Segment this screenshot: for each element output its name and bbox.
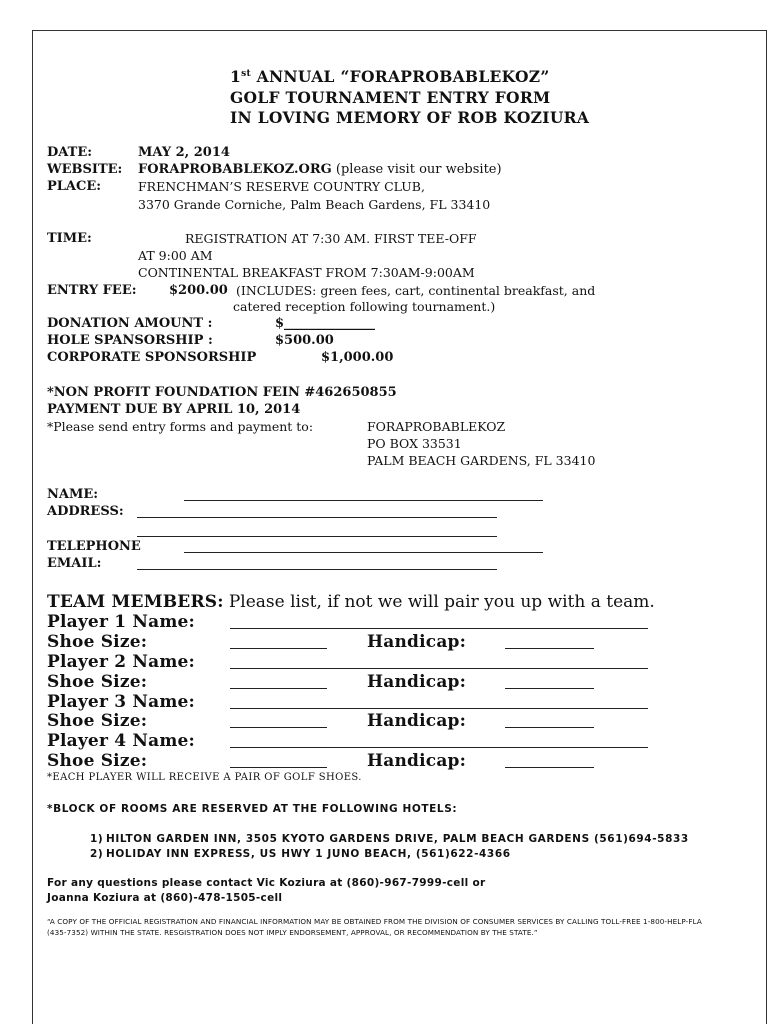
entry-fee-note-2: catered reception following tournament.) [233,299,496,314]
donation-value: $______________ [275,316,376,331]
time-line-2: AT 9:00 AM [138,248,213,263]
player-1-handicap-field[interactable] [505,634,594,649]
player-4-shoe-field[interactable] [230,753,327,768]
mail-address-line-2: PO BOX 33531 [367,436,462,451]
hotel-item-2: 2) HOLIDAY INN EXPRESS, US HWY 1 JUNO BEACH, (561)622-4366 [90,848,511,860]
website-link[interactable]: FORAPROBABLEKOZ.ORG [138,162,332,177]
player-2-handicap-field[interactable] [505,674,594,689]
mail-address-line-1: FORAPROBABLEKOZ [367,419,506,434]
player-4-handicap-label: Handicap: [367,751,467,771]
player-4-name-field[interactable] [230,733,648,748]
team-heading: TEAM MEMBERS: [47,592,224,612]
fein-line: *NON PROFIT FOUNDATION FEIN #462650855 [47,385,397,400]
player-1-handicap-label: Handicap: [367,632,467,652]
hotel-item-1: 1) HILTON GARDEN INN, 3505 KYOTO GARDENS DRIVE, PALM BEACH GARDENS (561)694-5833 [90,833,689,845]
date-label: DATE: [47,145,93,160]
player-3-name-label: Player 3 Name: [47,692,196,712]
player-4-name-label: Player 4 Name: [47,731,196,751]
entry-fee-note-1: (INCLUDES: green fees, cart, continental breakfast, and [236,283,596,298]
donation-label: DONATION AMOUNT : [47,316,213,331]
email-field[interactable] [137,555,497,570]
place-line-2: 3370 Grande Corniche, Palm Beach Gardens, FL 33410 [138,197,491,212]
player-3-handicap-label: Handicap: [367,711,467,731]
player-4-shoe-label: Shoe Size: [47,751,148,771]
questions-line-2: Joanna Koziura at (860)-478-1505-cell [47,892,283,904]
time-line-1: REGISTRATION AT 7:30 AM. FIRST TEE-OFF [185,231,477,246]
email-label: EMAIL: [47,556,102,571]
name-field[interactable] [184,486,543,501]
date-value: MAY 2, 2014 [138,145,230,160]
player-1-shoe-field[interactable] [230,634,327,649]
player-2-shoe-label: Shoe Size: [47,672,148,692]
player-3-shoe-label: Shoe Size: [47,711,148,731]
team-heading-line [47,592,655,612]
title-line-2: GOLF TOURNAMENT ENTRY FORM [230,88,551,107]
player-2-name-field[interactable] [230,654,648,669]
player-2-handicap-label: Handicap: [367,672,467,692]
name-label: NAME: [47,487,99,502]
corporate-sponsorship-label: CORPORATE SPONSORSHIP [47,350,257,365]
hole-sponsorship-label: HOLE SPANSORSHIP : [47,333,213,348]
place-label: PLACE: [47,179,102,194]
title-line-1: 1st ANNUAL “FORAPROBABLEKOZ” [230,67,550,86]
telephone-label: TELEPHONE [47,539,141,554]
player-3-shoe-field[interactable] [230,713,327,728]
payment-due: PAYMENT DUE BY APRIL 10, 2014 [47,402,301,417]
entry-fee-value: $200.00 [169,283,228,298]
title-line-3: IN LOVING MEMORY OF ROB KOZIURA [230,108,590,127]
entry-fee-label: ENTRY FEE: [47,283,137,298]
state-disclaimer: “A COPY OF THE OFFICIAL REGISTRATION AND FINANCIAL INFORMATION MAY BE OBTAINED FROM THE DIVISION OF CONSUMER SERVICES BY CALLING TOLL-FREE 1-800-HELP-FLA (435-7352) WITHIN THE STATE. RESGISTRATION DOES NOT IMPLY ENDORSEMENT, APPROVAL, OR RECOMMENDATION BY THE STATE.” [47,917,702,937]
golf-shoes-note: *EACH PLAYER WILL RECEIVE A PAIR OF GOLF SHOES. [47,772,362,783]
player-1-name-field[interactable] [230,614,648,629]
player-2-name-label: Player 2 Name: [47,652,196,672]
time-label: TIME: [47,231,92,246]
send-instructions: *Please send entry forms and payment to: [47,419,314,434]
hole-sponsorship-value: $500.00 [275,333,334,348]
player-3-name-field[interactable] [230,694,648,709]
time-line-3: CONTINENTAL BREAKFAST FROM 7:30AM-9:00AM [138,265,475,280]
player-3-handicap-field[interactable] [505,713,594,728]
address-field-line-2[interactable] [137,522,497,537]
telephone-field[interactable] [184,538,543,553]
player-4-handicap-field[interactable] [505,753,594,768]
mail-address-line-3: PALM BEACH GARDENS, FL 33410 [367,453,596,468]
hotels-heading: *BLOCK OF ROOMS ARE RESERVED AT THE FOLLOWING HOTELS: [47,803,458,815]
player-1-shoe-label: Shoe Size: [47,632,148,652]
questions-line-1: For any questions please contact Vic Koziura at (860)-967-7999-cell or [47,877,486,889]
address-field-line-1[interactable] [137,503,497,518]
website-label: WEBSITE: [47,162,123,177]
website-line [138,162,502,177]
player-1-name-label: Player 1 Name: [47,612,196,632]
place-line-1: FRENCHMAN’S RESERVE COUNTRY CLUB, [138,179,425,194]
player-2-shoe-field[interactable] [230,674,327,689]
address-label: ADDRESS: [47,504,124,519]
team-instruction: Please list, if not we will pair you up with a team. [228,592,655,612]
website-note: (please visit our website) [335,162,502,177]
corporate-sponsorship-value: $1,000.00 [321,350,394,365]
